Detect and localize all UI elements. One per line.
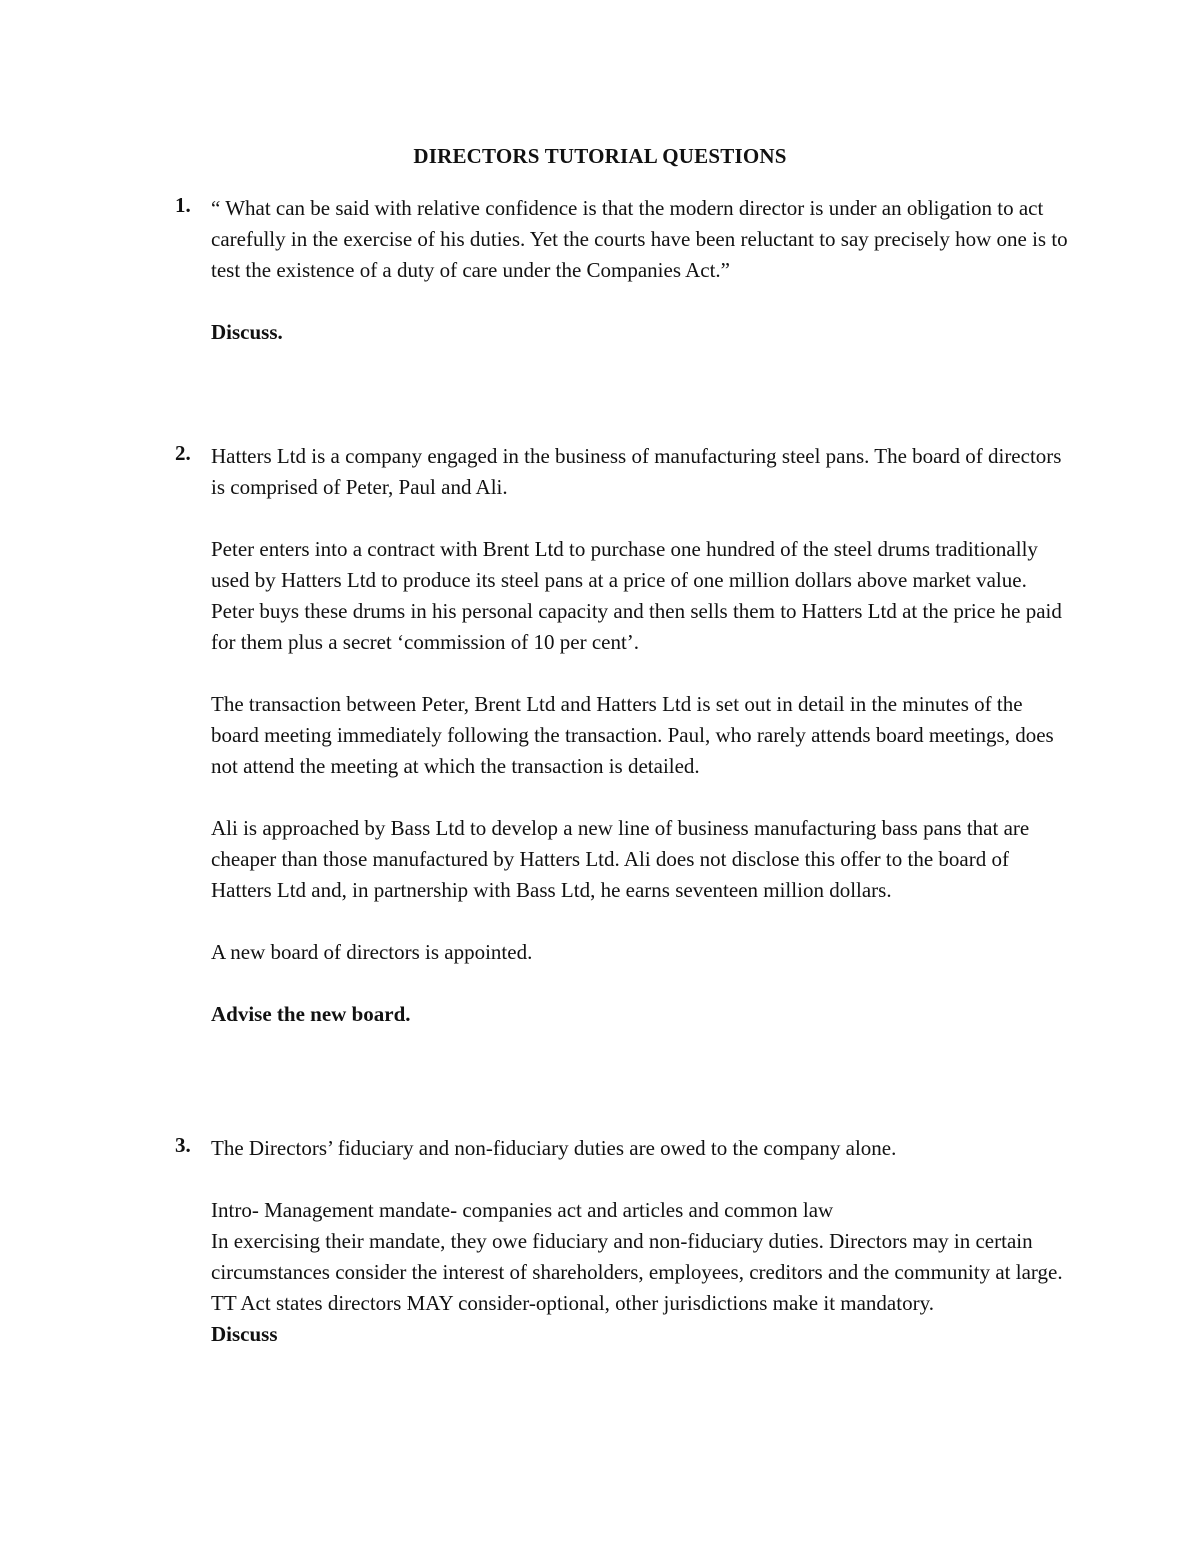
question-1 (211, 193, 1071, 348)
question-3-note: In exercising their mandate, they owe fiduciary and non-fiduciary duties. Directors may in certain circumstances consider the interest of shareholders, employees, creditors and the community at large. TT Act states directors MAY consider-optional, other jurisdictions make it mandatory. (211, 1229, 1063, 1315)
document-title: DIRECTORS TUTORIAL QUESTIONS (413, 144, 787, 168)
question-1-number: 1. (175, 193, 191, 217)
question-3-number: 3. (175, 1133, 191, 1157)
question-3 (211, 1133, 1071, 1350)
question-2-instruction: Advise the new board. (211, 1002, 411, 1026)
question-3-statement: The Directors’ fiduciary and non-fiduciary duties are owed to the company alone. (211, 1136, 897, 1160)
question-2-paragraph: Hatters Ltd is a company engaged in the business of manufacturing steel pans. The board of directors is comprised of Peter, Paul and Ali. (211, 444, 1062, 499)
question-2 (211, 441, 1071, 1030)
question-1-text: “ What can be said with relative confidence is that the modern director is under an obligation to act carefully in the exercise of his duties. Yet the courts have been reluctant to say precisely how one is to test the existence of a duty of care under the Companies Act.” (211, 196, 1068, 282)
question-3-note: Intro- Management mandate- companies act and articles and common law (211, 1198, 834, 1222)
question-3-instruction: Discuss (211, 1322, 278, 1346)
question-2-paragraph: Ali is approached by Bass Ltd to develop a new line of business manufacturing bass pans that are cheaper than those manufactured by Hatters Ltd. Ali does not disclose this offer to the board of Hatters Ltd and, in partnership with Bass Ltd, he earns seventeen million dollars. (211, 816, 1030, 902)
question-1-instruction: Discuss. (211, 320, 283, 344)
question-2-number: 2. (175, 441, 191, 465)
question-2-paragraph: A new board of directors is appointed. (211, 940, 533, 964)
question-2-paragraph: Peter enters into a contract with Brent Ltd to purchase one hundred of the steel drums traditionally used by Hatters Ltd to produce its steel pans at a price of one million dollars above market value. Peter buys these drums in his personal capacity and then sells them to Hatters Ltd at the price he paid for them plus a secret ‘commission of 10 per cent’. (211, 537, 1062, 654)
question-2-paragraph: The transaction between Peter, Brent Ltd and Hatters Ltd is set out in detail in the minutes of the board meeting immediately following the transaction. Paul, who rarely attends board meetings, does not attend the meeting at which the transaction is detailed. (211, 692, 1054, 778)
